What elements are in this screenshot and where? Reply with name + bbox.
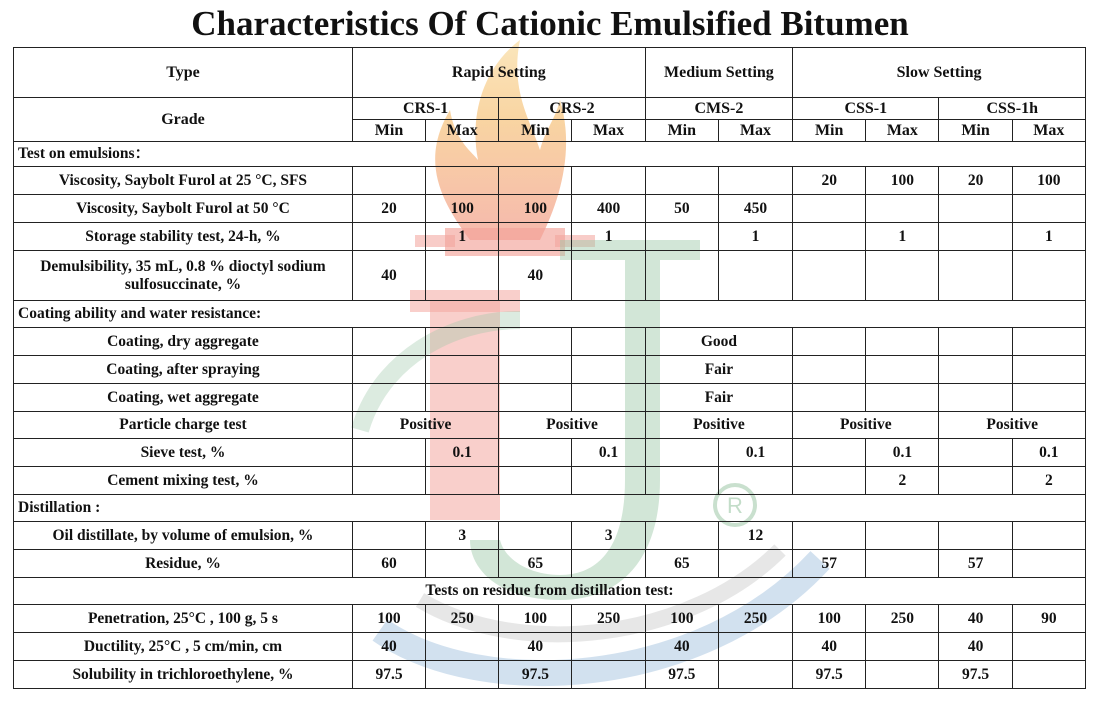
- table-cell: [352, 467, 425, 495]
- row-label: Oil distillate, by volume of emulsion, %: [14, 522, 353, 550]
- type-row: [14, 48, 1086, 98]
- table-cell: [352, 522, 425, 550]
- table-cell: [426, 167, 499, 195]
- table-cell: [499, 384, 572, 412]
- table-cell: [866, 195, 939, 223]
- table-cell: [572, 467, 645, 495]
- table-row: [14, 167, 1086, 195]
- max-label: Max: [426, 120, 499, 142]
- table-cell: 40: [352, 251, 425, 301]
- table-cell: 97.5: [352, 661, 425, 689]
- grade-cms-2: CMS-2: [645, 98, 792, 120]
- table-row: [14, 223, 1086, 251]
- row-label: Penetration, 25°C , 100 g, 5 s: [14, 605, 353, 633]
- table-cell: [572, 550, 645, 578]
- row-label: Sieve test, %: [14, 439, 353, 467]
- table-row: [14, 195, 1086, 223]
- table-cell: Positive: [645, 412, 792, 439]
- section-emulsions: Test on emulsions：: [14, 142, 1086, 167]
- type-label: Type: [14, 48, 353, 98]
- table-cell: [499, 467, 572, 495]
- registered-mark: R: [727, 493, 743, 518]
- table-cell: 250: [866, 605, 939, 633]
- table-cell: [939, 384, 1012, 412]
- table-cell: 250: [572, 605, 645, 633]
- table-row: [14, 522, 1086, 550]
- table-row: [14, 439, 1086, 467]
- table-cell: [793, 195, 866, 223]
- table-cell: 1: [572, 223, 645, 251]
- table-row: [14, 251, 1086, 301]
- table-cell: [352, 384, 425, 412]
- table-cell: [1012, 195, 1085, 223]
- table-cell: [866, 356, 939, 384]
- table-cell: 65: [645, 550, 718, 578]
- table-cell: [939, 251, 1012, 301]
- table-cell: 0.1: [866, 439, 939, 467]
- table-cell: [499, 356, 572, 384]
- table-cell: [352, 167, 425, 195]
- table-cell: 1: [866, 223, 939, 251]
- table-row: [14, 412, 1086, 439]
- row-label: Coating, after spraying: [14, 356, 353, 384]
- table-cell: 12: [718, 522, 792, 550]
- table-cell: [499, 223, 572, 251]
- table-cell: [426, 328, 499, 356]
- table-cell: [426, 384, 499, 412]
- row-label: Ductility, 25°C , 5 cm/min, cm: [14, 633, 353, 661]
- row-label: Viscosity, Saybolt Furol at 25 °C, SFS: [14, 167, 353, 195]
- table-cell: 100: [1012, 167, 1085, 195]
- table-cell: 40: [499, 633, 572, 661]
- table-cell: Positive: [793, 412, 939, 439]
- table-cell: Good: [645, 328, 792, 356]
- table-cell: [572, 167, 645, 195]
- table-cell: 1: [1012, 223, 1085, 251]
- table-cell: 97.5: [499, 661, 572, 689]
- section-coating: Coating ability and water resistance:: [14, 301, 1086, 328]
- table-cell: 50: [645, 195, 718, 223]
- table-cell: [718, 661, 792, 689]
- table-row: [14, 384, 1086, 412]
- table-cell: [939, 522, 1012, 550]
- table-cell: [866, 522, 939, 550]
- grade-row: [14, 98, 1086, 120]
- table-cell: [866, 661, 939, 689]
- table-cell: [426, 550, 499, 578]
- min-label: Min: [499, 120, 572, 142]
- max-label: Max: [866, 120, 939, 142]
- table-row: [14, 328, 1086, 356]
- section-residue-tests: Tests on residue from distillation test:: [14, 578, 1086, 605]
- table-cell: [645, 467, 718, 495]
- row-label: Particle charge test: [14, 412, 353, 439]
- section-row: [14, 142, 1086, 167]
- table-cell: Positive: [499, 412, 645, 439]
- table-row: [14, 633, 1086, 661]
- table-cell: 2: [866, 467, 939, 495]
- table-cell: [426, 633, 499, 661]
- table-cell: Fair: [645, 356, 792, 384]
- table-cell: [793, 522, 866, 550]
- table-cell: 100: [426, 195, 499, 223]
- table-cell: [426, 356, 499, 384]
- max-label: Max: [1012, 120, 1085, 142]
- table-cell: [1012, 328, 1085, 356]
- min-label: Min: [939, 120, 1012, 142]
- table-row: [14, 661, 1086, 689]
- table-cell: [572, 633, 645, 661]
- table-cell: 60: [352, 550, 425, 578]
- table-cell: 0.1: [718, 439, 792, 467]
- table-cell: [793, 439, 866, 467]
- table-cell: 450: [718, 195, 792, 223]
- table-cell: 20: [352, 195, 425, 223]
- table-cell: 0.1: [426, 439, 499, 467]
- table-cell: 3: [426, 522, 499, 550]
- table-cell: [1012, 661, 1085, 689]
- table-cell: 100: [645, 605, 718, 633]
- medium-setting-header: Medium Setting: [645, 48, 792, 98]
- rapid-setting-header: Rapid Setting: [352, 48, 645, 98]
- min-label: Min: [352, 120, 425, 142]
- table-cell: 100: [793, 605, 866, 633]
- table-row: [14, 550, 1086, 578]
- slow-setting-header: Slow Setting: [793, 48, 1086, 98]
- table-cell: [866, 251, 939, 301]
- table-cell: [939, 439, 1012, 467]
- table-cell: [1012, 550, 1085, 578]
- table-cell: [939, 328, 1012, 356]
- table-cell: [499, 439, 572, 467]
- table-cell: [645, 223, 718, 251]
- characteristics-table: [13, 47, 1086, 689]
- table-cell: [793, 356, 866, 384]
- table-cell: [1012, 522, 1085, 550]
- section-row: [14, 495, 1086, 522]
- table-cell: 40: [352, 633, 425, 661]
- table-cell: 40: [793, 633, 866, 661]
- table-cell: [793, 251, 866, 301]
- table-row: [14, 356, 1086, 384]
- section-row: [14, 301, 1086, 328]
- table-cell: 250: [426, 605, 499, 633]
- grade-label: Grade: [14, 98, 353, 142]
- table-cell: [718, 550, 792, 578]
- table-cell: [645, 167, 718, 195]
- page-title: Characteristics Of Cationic Emulsified Bitumen: [191, 4, 909, 43]
- grade-crs-1: CRS-1: [352, 98, 498, 120]
- table-cell: [1012, 356, 1085, 384]
- row-label: Coating, dry aggregate: [14, 328, 353, 356]
- table-cell: [572, 251, 645, 301]
- table-cell: 100: [352, 605, 425, 633]
- table-row: [14, 605, 1086, 633]
- table-cell: [939, 467, 1012, 495]
- table-cell: [572, 328, 645, 356]
- table-cell: [793, 467, 866, 495]
- table-cell: [718, 251, 792, 301]
- table-cell: 400: [572, 195, 645, 223]
- table-row: [14, 467, 1086, 495]
- table-cell: 20: [939, 167, 1012, 195]
- table-cell: [352, 439, 425, 467]
- table-cell: 57: [793, 550, 866, 578]
- section-row: [14, 578, 1086, 605]
- table-cell: 97.5: [939, 661, 1012, 689]
- table-cell: 100: [866, 167, 939, 195]
- table-cell: [793, 223, 866, 251]
- table-cell: [939, 195, 1012, 223]
- row-label: Storage stability test, 24-h, %: [14, 223, 353, 251]
- table-cell: 97.5: [645, 661, 718, 689]
- table-cell: [645, 439, 718, 467]
- table-cell: [1012, 384, 1085, 412]
- min-label: Min: [793, 120, 866, 142]
- table-cell: 1: [718, 223, 792, 251]
- min-label: Min: [645, 120, 718, 142]
- table-cell: [499, 328, 572, 356]
- table-cell: [939, 356, 1012, 384]
- table-cell: [793, 384, 866, 412]
- max-label: Max: [572, 120, 645, 142]
- table-cell: [1012, 633, 1085, 661]
- table-cell: [866, 633, 939, 661]
- table-cell: [645, 522, 718, 550]
- table-cell: 57: [939, 550, 1012, 578]
- table-cell: Positive: [352, 412, 498, 439]
- table-cell: 20: [793, 167, 866, 195]
- row-label: Coating, wet aggregate: [14, 384, 353, 412]
- grade-css-1h: CSS-1h: [939, 98, 1086, 120]
- table-cell: [718, 467, 792, 495]
- table-cell: Fair: [645, 384, 792, 412]
- table-cell: [499, 522, 572, 550]
- table-cell: [645, 251, 718, 301]
- table-cell: 250: [718, 605, 792, 633]
- table-cell: [426, 661, 499, 689]
- table-cell: [866, 384, 939, 412]
- table-cell: [572, 356, 645, 384]
- row-label: Demulsibility, 35 mL, 0.8 % dioctyl sodium sulfosuccinate, %: [14, 251, 353, 301]
- table-cell: [352, 356, 425, 384]
- table-cell: 1: [426, 223, 499, 251]
- table-cell: [572, 384, 645, 412]
- table-cell: 40: [499, 251, 572, 301]
- table-cell: [426, 467, 499, 495]
- table-cell: [793, 328, 866, 356]
- table-cell: [939, 223, 1012, 251]
- table-cell: 40: [645, 633, 718, 661]
- grade-css-1: CSS-1: [793, 98, 939, 120]
- table-cell: 97.5: [793, 661, 866, 689]
- table-cell: [352, 328, 425, 356]
- table-cell: 0.1: [572, 439, 645, 467]
- table-cell: [572, 661, 645, 689]
- row-label: Residue, %: [14, 550, 353, 578]
- table-cell: [718, 633, 792, 661]
- table-cell: [866, 550, 939, 578]
- table-cell: 2: [1012, 467, 1085, 495]
- table-cell: 65: [499, 550, 572, 578]
- table-cell: 40: [939, 633, 1012, 661]
- table-cell: [499, 167, 572, 195]
- table-cell: [352, 223, 425, 251]
- table-cell: [1012, 251, 1085, 301]
- row-label: Solubility in trichloroethylene, %: [14, 661, 353, 689]
- table-cell: Positive: [939, 412, 1086, 439]
- table-cell: 3: [572, 522, 645, 550]
- table-cell: [866, 328, 939, 356]
- table-cell: 90: [1012, 605, 1085, 633]
- row-label: Viscosity, Saybolt Furol at 50 °C: [14, 195, 353, 223]
- max-label: Max: [718, 120, 792, 142]
- table-cell: [426, 251, 499, 301]
- table-cell: 100: [499, 195, 572, 223]
- table-cell: 0.1: [1012, 439, 1085, 467]
- table-cell: 40: [939, 605, 1012, 633]
- grade-crs-2: CRS-2: [499, 98, 645, 120]
- section-distillation: Distillation :: [14, 495, 1086, 522]
- table-cell: 100: [499, 605, 572, 633]
- table-cell: [718, 167, 792, 195]
- row-label: Cement mixing test, %: [14, 467, 353, 495]
